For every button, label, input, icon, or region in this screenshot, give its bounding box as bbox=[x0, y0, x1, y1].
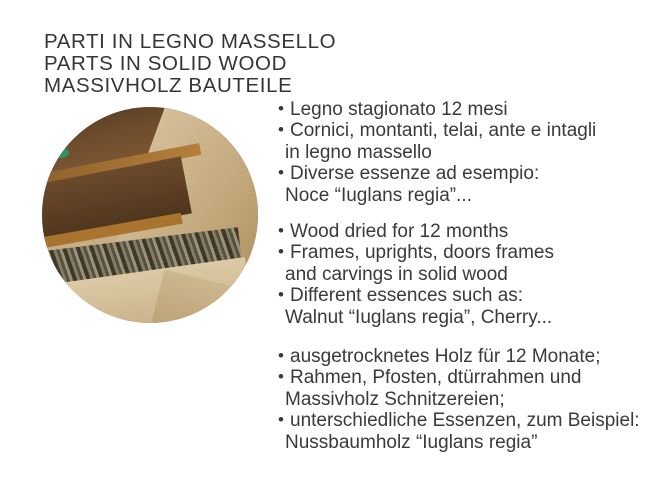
list-item bbox=[278, 367, 640, 410]
title-line-german: MASSIVHOLZ BAUTEILE bbox=[44, 74, 293, 97]
list-item bbox=[278, 242, 640, 285]
bullet-icon: • bbox=[278, 163, 284, 183]
bullet-lists bbox=[278, 99, 640, 453]
list-line: Wood dried for 12 months bbox=[290, 221, 509, 243]
list-line: and carvings in solid wood bbox=[285, 263, 508, 285]
list-item bbox=[278, 285, 640, 328]
list-line: Noce “Iuglans regia”... bbox=[285, 184, 472, 206]
list-item bbox=[278, 410, 640, 453]
title-line-english: PARTS IN SOLID WOOD bbox=[44, 52, 288, 75]
list-line: Cornici, montanti, telai, ante e intagli bbox=[290, 120, 597, 142]
list-italian bbox=[278, 99, 640, 206]
list-item bbox=[278, 99, 640, 120]
list-line: in legno massello bbox=[285, 141, 432, 163]
list-line: Frames, uprights, doors frames bbox=[290, 242, 554, 264]
bullet-icon: • bbox=[278, 99, 284, 118]
list-item bbox=[278, 346, 640, 367]
list-line: Massivholz Schnitzereien; bbox=[285, 388, 505, 410]
bullet-icon: • bbox=[278, 367, 284, 387]
list-line: Legno stagionato 12 mesi bbox=[290, 99, 508, 120]
bullet-icon: • bbox=[278, 221, 284, 241]
bullet-icon: • bbox=[278, 120, 284, 140]
list-line: Rahmen, Pfosten, dtürrahmen und bbox=[290, 367, 582, 389]
bullet-icon: • bbox=[278, 410, 284, 430]
wood-stack-photo bbox=[42, 107, 258, 323]
page-title bbox=[44, 31, 336, 97]
bullet-icon: • bbox=[278, 242, 284, 262]
list-line: Nussbaumholz “Iuglans regia” bbox=[285, 431, 538, 453]
list-line: unterschiedliche Essenzen, zum Beispiel: bbox=[290, 410, 640, 432]
list-item bbox=[278, 221, 640, 242]
list-item bbox=[278, 120, 640, 163]
list-line: Different essences such as: bbox=[290, 285, 524, 307]
list-line: ausgetrocknetes Holz für 12 Monate; bbox=[290, 346, 601, 368]
list-german bbox=[278, 346, 640, 453]
list-item bbox=[278, 163, 640, 206]
list-line: Walnut “Iuglans regia”, Cherry... bbox=[285, 306, 553, 328]
bullet-icon: • bbox=[278, 346, 284, 366]
title-line-italian: PARTI IN LEGNO MASSELLO bbox=[44, 30, 337, 53]
list-line: Diverse essenze ad esempio: bbox=[290, 163, 540, 185]
bullet-icon: • bbox=[278, 285, 284, 305]
list-english bbox=[278, 221, 640, 328]
